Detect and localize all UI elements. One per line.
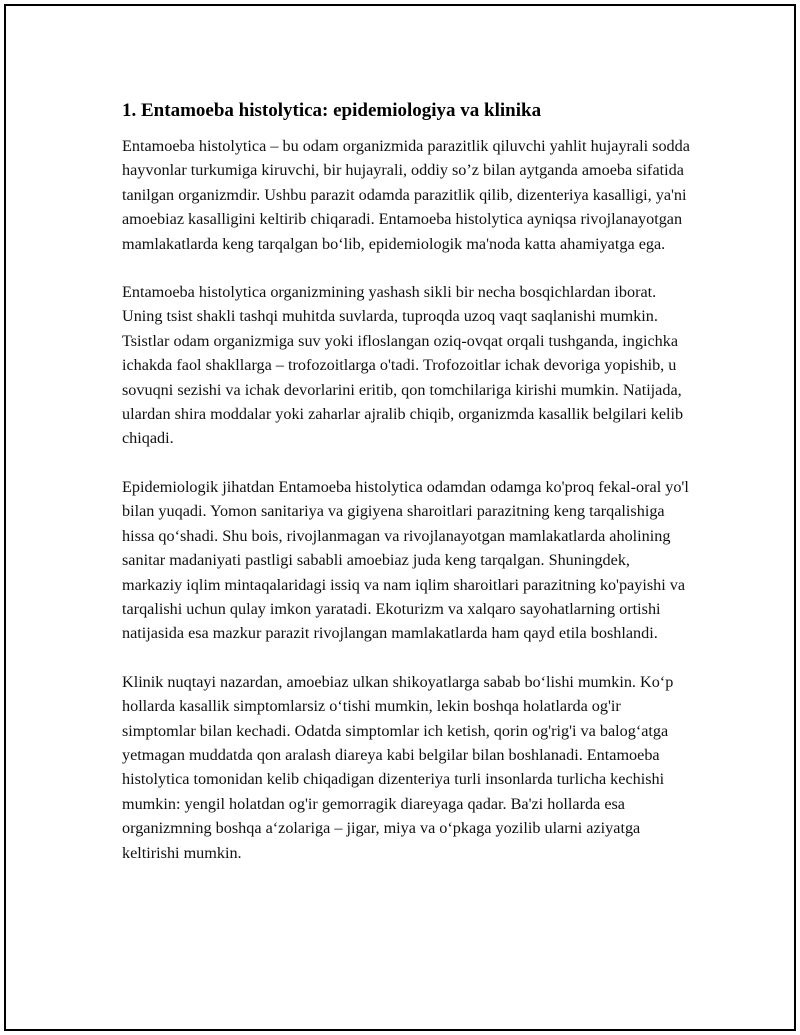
paragraph-clinical: Klinik nuqtayi nazardan, amoebiaz ulkan shikoyatlarga sabab bo‘lishi mumkin. Ko‘p hollarda kasallik simptomlarsiz o‘tishi mumkin, lekin boshqa holatlarda og'ir simptomlar bilan kechadi. Odatda simptomlar ich ketish, qorin og'rig'i va balog‘atga yetmagan muddatda qon aralash diareya kabi belgilar bilan boshlanadi. Entamoeba histolytica tomonidan kelib chiqadigan dizenteriya turli insonlarda turlicha kechishi mumkin: yengil holatdan og'ir gemorragik diareyaga qadar. Ba'zi hollarda esa organizmning boshqa a‘zolariga – jigar, miya va o‘pkaga yozilib ularni aziyatga keltirishi mumkin. [122,672,674,862]
page-frame [4,4,796,1031]
paragraph-life-cycle: Entamoeba histolytica organizmining yashash sikli bir necha bosqichlardan iborat. Uning tsist shakli tashqi muhitda suvlarda, tuproqda uzoq vaqt saqlanishi mumkin. Tsistlar odam organizmiga suv yoki ifloslangan oziq-ovqat orqali tushganda, ingichka ichakda faol shakllarga – trofozoitlarga o'tadi. Trofozoitlar ichak devoriga yopishib, u sovuqni sezishi va ichak devorlarini eritib, qon tomchilariga kirishi mumkin. Natijada, ulardan shira moddalar yoki zaharlar ajralib chiqib, organizmda kasallik belgilari kelib chiqadi. [122,283,684,448]
paragraph-introduction: Entamoeba histolytica – bu odam organizmida parazitlik qiluvchi yahlit hujayrali sodda hayvonlar turkumiga kiruvchi, bir hujayrali, oddiy so’z bilan aytganda amoeba sifatida tanilgan organizmdir. Ushbu parazit odamda parazitlik qilib, dizenteriya kasalligi, ya'ni amoebiaz kasalligini keltirib chiqaradi. Entamoeba histolytica ayniqsa rivojlanayotgan mamlakatlarda keng tarqalgan bo‘lib, epidemiologik ma'noda katta ahamiyatga ega. [122,137,690,253]
paragraph-epidemiology: Epidemiologik jihatdan Entamoeba histolytica odamdan odamga ko'proq fekal-oral yo'l bilan yuqadi. Yomon sanitariya va gigiyena sharoitlari parazitning keng tarqalishiga hissa qo‘shadi. Shu bois, rivojlanmagan va rivojlanayotgan mamlakatlarda aholining sanitar madaniyati pastligi sababli amoebiaz juda keng tarqalgan. Shuningdek, markaziy iqlim mintaqalaridagi issiq va nam iqlim sharoitlari parazitning ko'payishi va tarqalishi uchun qulay imkon yaratadi. Ekoturizm va xalqaro sayohatlarning ortishi natijasida esa mazkur parazit rivojlangan mamlakatlarda ham qayd etila boshlandi. [122,477,689,643]
section-heading: 1. Entamoeba histolytica: epidemiologiya va klinika [122,100,542,121]
document-body [122,98,694,889]
